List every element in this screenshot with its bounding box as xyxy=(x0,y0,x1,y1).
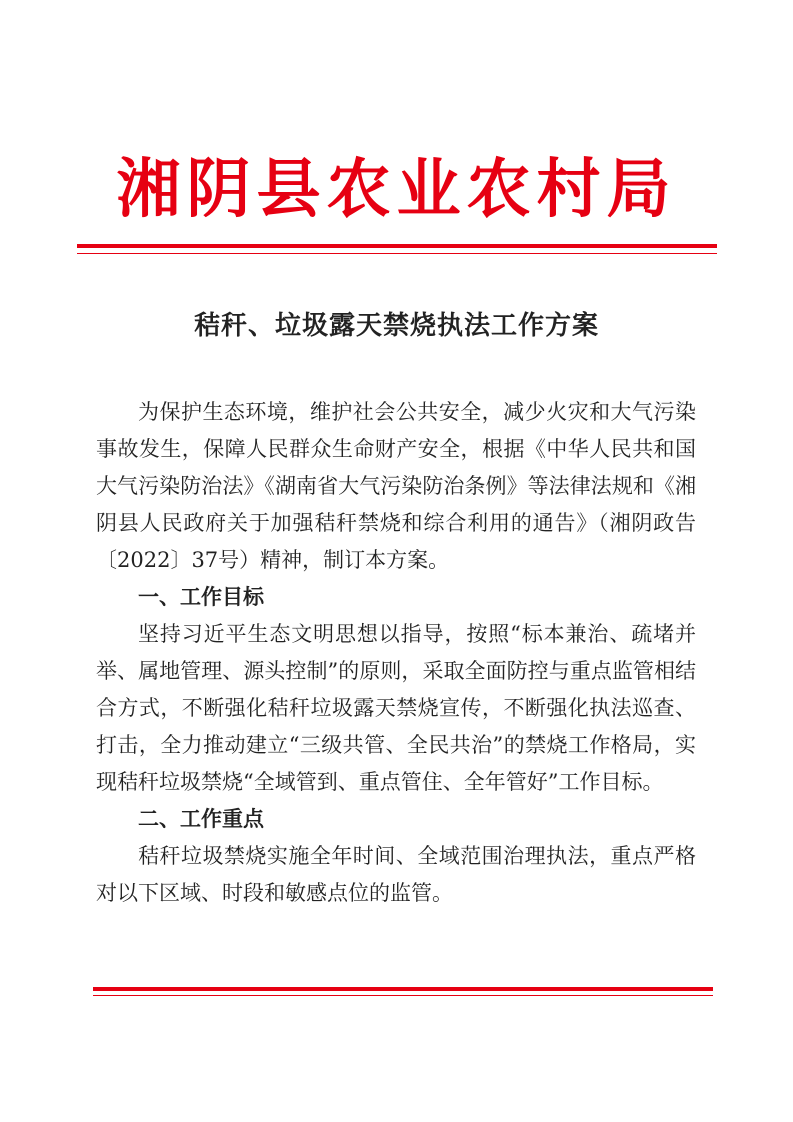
section-heading-goals: 一、工作目标 xyxy=(138,585,264,609)
section-body-goals: 坚持习近平生态文明思想以指导，按照“标本兼治、疏堵并举、属地管理、源头控制”的原则，采取全面防控与重点监管相结合方式，不断强化秸秆垃圾露天禁烧宣传，不断强化执法巡查、打击，全力推动建立“三级共管、全民共治”的禁烧工作格局，实现秸秆垃圾禁烧“全域管到、重点管住、全年管好”工作目标。 xyxy=(96,622,696,794)
letterhead-rule-thick xyxy=(77,244,717,248)
section-body-focus: 秸秆垃圾禁烧实施全年时间、全域范围治理执法，重点严格对以下区域、时段和敏感点位的监管。 xyxy=(96,844,696,905)
document-body xyxy=(96,394,696,912)
intro-paragraph: 为保护生态环境，维护社会公共安全，减少火灾和大气污染事故发生，保障人民群众生命财产安全，根据《中华人民共和国大气污染防治法》《湖南省大气污染防治条例》等法律法规和《湘阴县人民政府关于加强秸秆禁烧和综合利用的通告》（湘阴政告〔2022〕37号）精神，制订本方案。 xyxy=(96,400,696,572)
section-heading-focus: 二、工作重点 xyxy=(138,807,264,831)
letterhead-rule-thin xyxy=(77,253,717,254)
letterhead-organization: 湘阴县农业农村局 xyxy=(116,152,677,227)
footer-rule-thin xyxy=(93,995,713,996)
footer-rule-thick xyxy=(93,987,713,991)
document-title: 秸秆、垃圾露天禁烧执法工作方案 xyxy=(193,311,599,341)
